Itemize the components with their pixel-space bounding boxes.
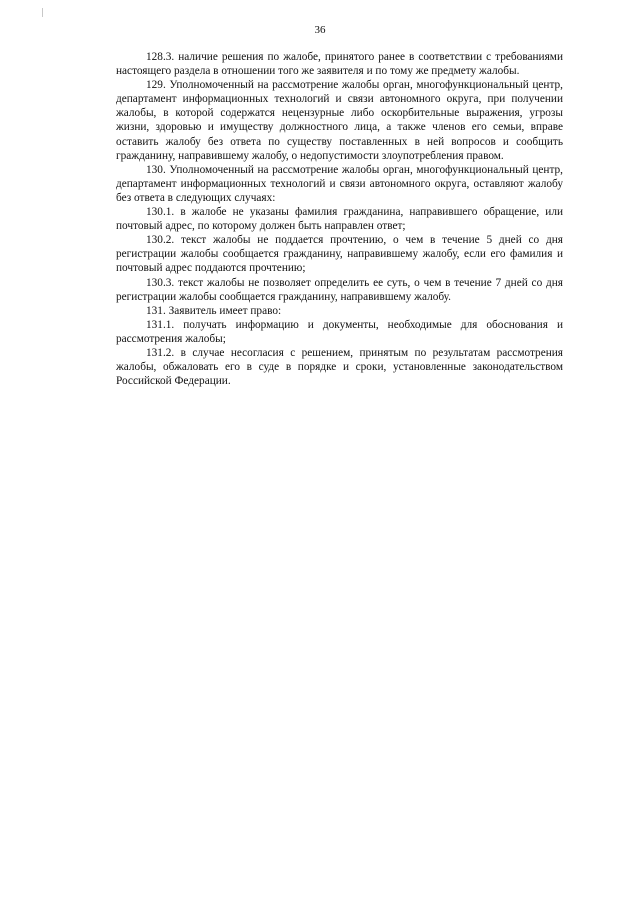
paragraph-128-3: 128.3. наличие решения по жалобе, принятого ранее в соответствии с требованиями настоящего раздела в отношении того же заявителя и по тому же предмету жалобы. bbox=[116, 51, 563, 78]
paragraph-131: 131. Заявитель имеет право: bbox=[146, 304, 282, 317]
scan-artifact-mark bbox=[42, 8, 43, 17]
paragraph-130: 130. Уполномоченный на рассмотрение жалобы орган, многофункциональный центр, департамент информационных технологий и связи автономного округа, оставляют жалобу без ответа в следующих случаях: bbox=[116, 163, 563, 204]
paragraph-129: 129. Уполномоченный на рассмотрение жалобы орган, многофункциональный центр, департамент информационных технологий и связи автономного округа, при получении жалобы, в которой содержатся нецензурные либо оскорбительные выражения, угрозы жизни, здоровью и имуществу должностного лица, а также членов его семьи, вправе оставить жалобу без ответа по существу поставленных в ней вопросов и сообщить гражданину, направившему жалобу, о недопустимости злоупотребления правом. bbox=[116, 79, 563, 162]
paragraph-131-1: 131.1. получать информацию и документы, необходимые для обоснования и рассмотрения жалобы; bbox=[116, 318, 563, 345]
page-number: 36 bbox=[314, 24, 326, 36]
paragraph-130-3: 130.3. текст жалобы не позволяет определить ее суть, о чем в течение 7 дней со дня регистрации жалобы сообщается гражданину, направившему жалобу. bbox=[116, 276, 563, 303]
document-body bbox=[116, 50, 563, 388]
paragraph-131-2: 131.2. в случае несогласия с решением, принятым по результатам рассмотрения жалобы, обжаловать его в суде в порядке и сроки, установленные законодательством Российской Федерации. bbox=[116, 346, 563, 388]
paragraph-130-1: 130.1. в жалобе не указаны фамилия гражданина, направившего обращение, или почтовый адрес, по которому должен быть направлен ответ; bbox=[116, 206, 563, 233]
paragraph-130-2: 130.2. текст жалобы не поддается прочтению, о чем в течение 5 дней со дня регистрации жалобы сообщается гражданину, направившему жалобу, если его фамилия и почтовый адрес поддаются прочтению; bbox=[116, 234, 563, 275]
